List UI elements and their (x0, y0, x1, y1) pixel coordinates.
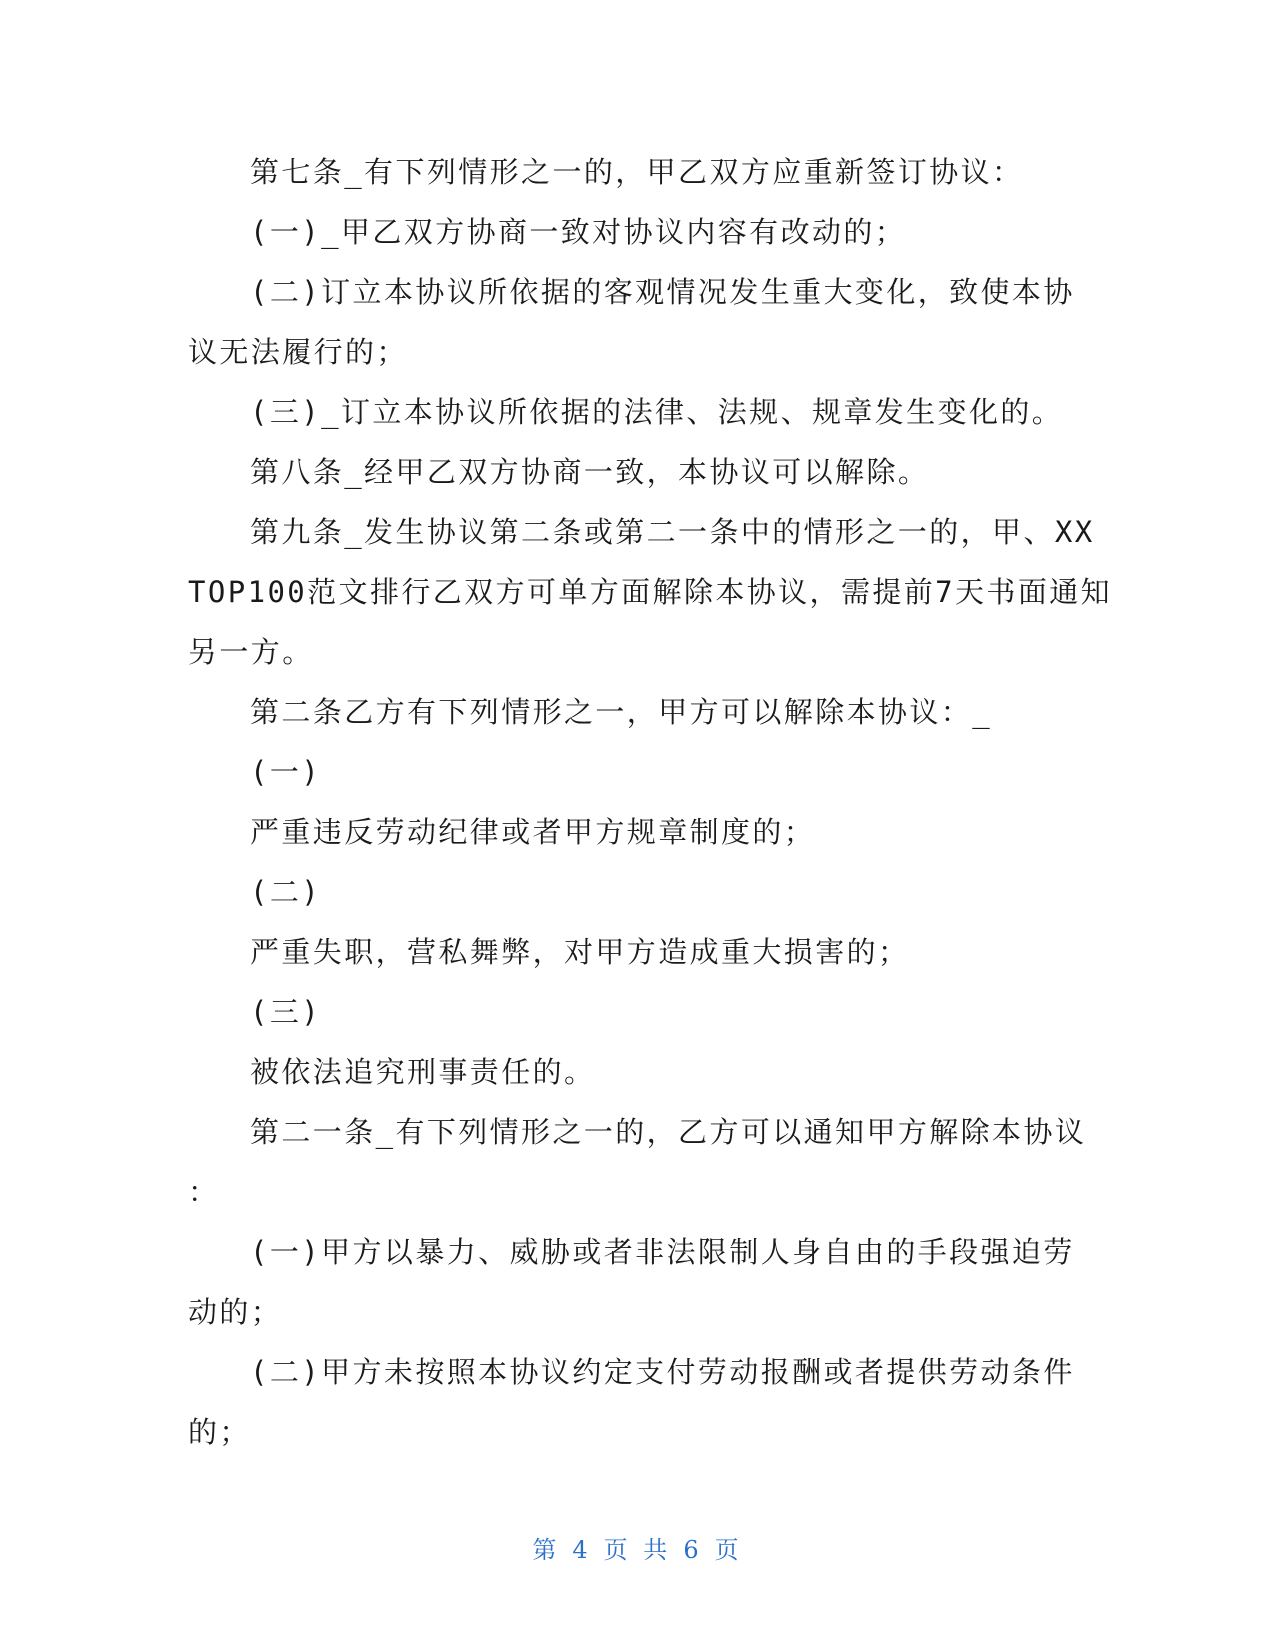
footer-prefix: 第 (532, 1536, 561, 1564)
paragraph-line: 严重失职，营私舞弊，对甲方造成重大损害的； (250, 935, 910, 969)
paragraph-line: 议无法履行的； (188, 335, 408, 369)
paragraph-line: (三) (250, 995, 322, 1029)
paragraph-line: (二)订立本协议所依据的客观情况发生重大变化，致使本协 (250, 275, 1075, 309)
paragraph-line: TOP100范文排行乙双方可单方面解除本协议，需提前7天书面通知 (188, 575, 1113, 609)
document-body (188, 142, 1113, 1462)
paragraph-line: 严重违反劳动纪律或者甲方规章制度的； (250, 815, 816, 849)
paragraph-line: (一) (250, 755, 322, 789)
page-footer (0, 1530, 1275, 1565)
paragraph-line: 第八条_经甲乙双方协商一致，本协议可以解除。 (250, 455, 930, 489)
paragraph-line: ： (188, 1175, 220, 1209)
paragraph-line: 被依法追究刑事责任的。 (250, 1055, 596, 1089)
total-pages-number: 6 (683, 1536, 703, 1564)
paragraph-line: (三)_订立本协议所依据的法律、法规、规章发生变化的。 (250, 395, 1064, 429)
paragraph-line: 动的； (188, 1295, 283, 1329)
paragraph-line: (二) (250, 875, 322, 909)
paragraph-line: 另一方。 (188, 635, 314, 669)
paragraph-line: 第七条_有下列情形之一的，甲乙双方应重新签订协议： (250, 155, 1024, 189)
paragraph-line: 第二一条_有下列情形之一的，乙方可以通知甲方解除本协议 (250, 1115, 1087, 1149)
current-page-number: 4 (572, 1536, 592, 1564)
paragraph-line: (一)_甲乙双方协商一致对协议内容有改动的； (250, 215, 907, 249)
paragraph-line: 第二条乙方有下列情形之一，甲方可以解除本协议：_ (250, 695, 993, 729)
paragraph-line: 第九条_发生协议第二条或第二一条中的情形之一的，甲、XX (250, 515, 1095, 549)
paragraph-line: (一)甲方以暴力、威胁或者非法限制人身自由的手段强迫劳 (250, 1235, 1075, 1269)
footer-suffix: 页 (714, 1536, 743, 1564)
paragraph-line: (二)甲方未按照本协议约定支付劳动报酬或者提供劳动条件 (250, 1355, 1075, 1389)
footer-middle: 页 共 (603, 1536, 672, 1564)
paragraph-line: 的； (188, 1415, 251, 1449)
